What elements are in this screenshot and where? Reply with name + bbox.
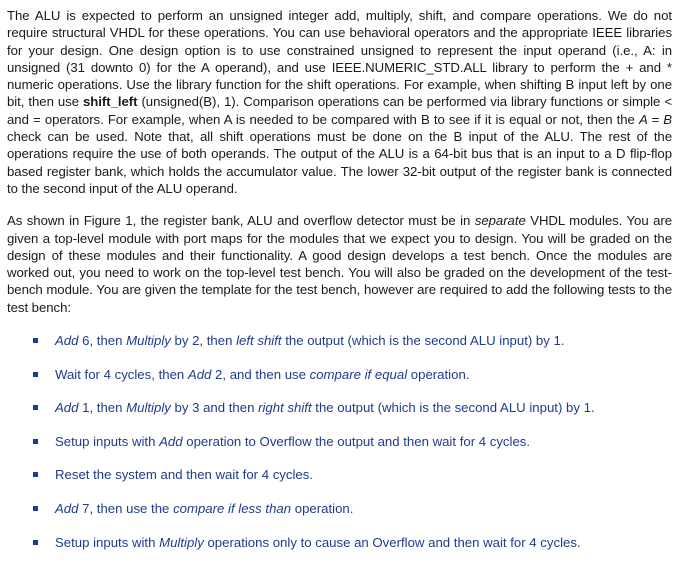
paragraph-alu-description <box>7 7 672 197</box>
italic-run: A = B <box>639 111 672 127</box>
italic-run: compare if less than <box>173 501 292 517</box>
italic-run: Add <box>55 400 79 416</box>
italic-run: Add <box>55 333 79 349</box>
list-item <box>7 399 672 416</box>
bullet-square-icon <box>33 372 38 377</box>
italic-run: compare if equal <box>309 366 408 382</box>
text-run: operation. <box>291 501 354 517</box>
text-run: VHDL modules. You are given a top-level module with port maps for the modules that we expect you to design. You will be graded on the design of these modules and their functionality. A good design develops a test bench. Once the modules are worked out, you need to work on the top-level test bench. You will also be graded on the development of the test-bench module. You are given the template for the test bench, however are required to add the following tests to the test bench: <box>7 213 672 315</box>
text-run: 2, and then use <box>211 366 310 382</box>
list-item <box>7 534 672 551</box>
italic-run: separate <box>474 213 526 229</box>
italic-run: right shift <box>258 400 312 416</box>
text-run: Setup inputs with <box>55 433 160 449</box>
bullet-square-icon <box>33 405 38 410</box>
bullet-square-icon <box>33 472 38 477</box>
italic-run: Multiply <box>159 534 204 550</box>
text-run: by 3 and then <box>170 400 259 416</box>
bold-run: shift_left <box>83 94 138 110</box>
text-run: The ALU is expected to perform an unsigned integer add, multiply, shift, and compare operations. We do not require structural VHDL for these operations. You can use behavioral operators and the appropriate IEEE libraries for your design. One design option is to use constrained unsigned to represent the input operand (i.e., A: in unsigned (31 downto 0) for the A operand), and use IEEE.NUMERIC_STD.ALL library to perform the + and * numeric operations. Use the library function for the shift operations. For example, when shifting B input left by one bit, then use <box>7 8 672 110</box>
text-run: check can be used. Note that, all shift operations must be done on the B input of the ALU. The rest of the operations require the use of both operands. The output of the ALU is a 64-bit bus that is an input to a D flip-flop based register bank, which holds the accumulator value. The lower 32-bit output of the register bank is connected to the second input of the ALU operand. <box>7 129 672 196</box>
text-run: by 2, then <box>170 333 237 349</box>
text-run: 7, then use the <box>78 501 174 517</box>
italic-run: Add <box>187 366 212 382</box>
italic-run: Add <box>159 433 183 449</box>
test-list <box>7 332 672 551</box>
bullet-square-icon <box>33 540 38 545</box>
italic-run: Multiply <box>126 400 171 416</box>
text-run: 6, then <box>78 333 127 349</box>
bullet-square-icon <box>33 506 38 511</box>
text-run: Reset the system and then wait for 4 cycles. <box>55 467 314 483</box>
list-item <box>7 466 672 483</box>
text-run: operations only to cause an Overflow and then wait for 4 cycles. <box>203 534 581 550</box>
bullet-square-icon <box>33 439 38 444</box>
text-run: Wait for 4 cycles, then <box>55 366 188 382</box>
text-run: Setup inputs with <box>55 534 160 550</box>
list-item <box>7 500 672 517</box>
text-run: operation. <box>407 366 470 382</box>
text-run: As shown in Figure 1, the register bank, ALU and overflow detector must be in <box>7 213 475 229</box>
text-run: operation to Overflow the output and then wait for 4 cycles. <box>182 433 531 449</box>
text-run: the output (which is the second ALU input) by 1. <box>281 333 565 349</box>
list-item <box>7 433 672 450</box>
list-item <box>7 366 672 383</box>
italic-run: Multiply <box>126 333 171 349</box>
document-page <box>7 7 672 567</box>
paragraph-modules-description <box>7 212 672 316</box>
text-run: (unsigned(B), 1). Comparison operations can be performed via library functions or simple < and = operators. For example, when A is needed to be compared with B to see if it is equal or not, then the <box>7 94 672 127</box>
bullet-square-icon <box>33 338 38 343</box>
italic-run: left shift <box>236 333 282 349</box>
list-item <box>7 332 672 349</box>
italic-run: Add <box>55 501 79 517</box>
text-run: 1, then <box>78 400 127 416</box>
text-run: the output (which is the second ALU input) by 1. <box>311 400 595 416</box>
